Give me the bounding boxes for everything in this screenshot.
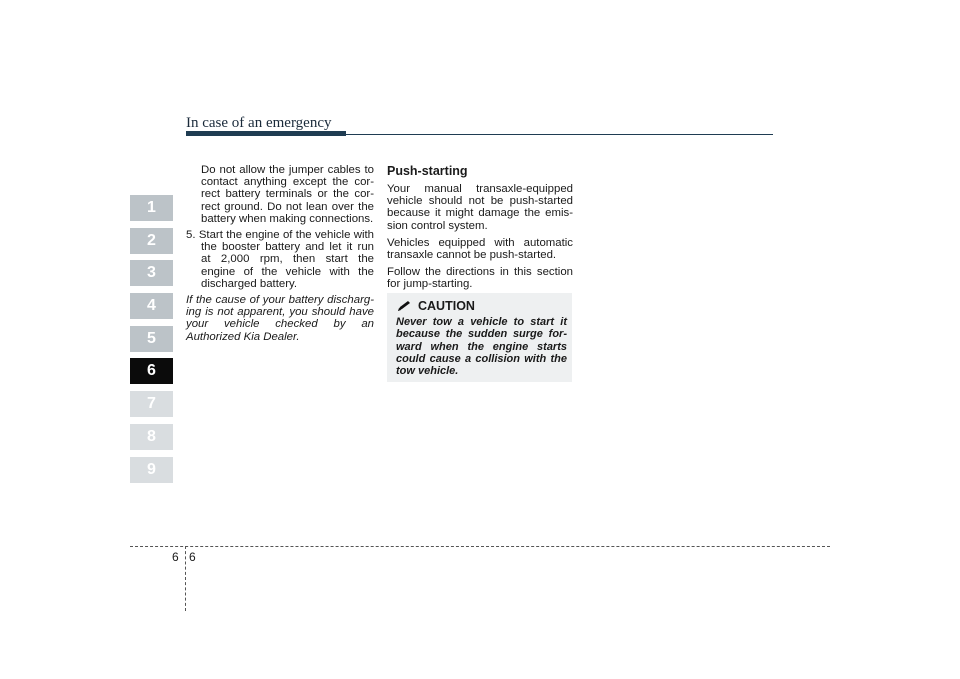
left-column (186, 164, 374, 343)
chapter-tab-8[interactable]: 8 (130, 424, 173, 450)
footer-rule (130, 546, 830, 547)
chapter-tab-6[interactable]: 6 (130, 358, 173, 384)
caution-text: Never tow a vehicle to start it because the sudden surge for-ward when the engine starts could cause a collision with the tow vehicle. (396, 316, 567, 378)
header-rule (346, 134, 773, 135)
chapter-tab-2[interactable]: 2 (130, 228, 173, 254)
header-accent-bar (186, 131, 346, 136)
caution-header (396, 299, 475, 313)
push-start-para-1: Your manual transaxle-equipped vehicle should not be push-started because it might damage the emis-sion control system. (387, 183, 573, 232)
page-number: 6 (189, 550, 196, 564)
jumper-cable-warning: Do not allow the jumper cables to contact anything except the cor-rect battery terminals or the cor-rect ground. Do not lean over the battery when making connections. (201, 164, 374, 225)
caution-title: CAUTION (418, 299, 475, 313)
push-start-para-3: Follow the directions in this section for jump-starting. (387, 266, 573, 291)
right-column (387, 164, 573, 296)
section-heading: Push-starting (387, 164, 468, 178)
chapter-tab-7[interactable]: 7 (130, 391, 173, 417)
chapter-tab-5[interactable]: 5 (130, 326, 173, 352)
page-chapter-number: 6 (172, 550, 179, 564)
chapter-tab-1[interactable]: 1 (130, 195, 173, 221)
push-start-para-2: Vehicles equipped with automatic transaxle cannot be push-started. (387, 236, 573, 262)
chapter-tab-3[interactable]: 3 (130, 260, 173, 286)
step-5: 5. Start the engine of the vehicle with the booster battery and let it run at 2,000 rpm, then start the engine of the vehicle with the discharged battery. (186, 229, 374, 290)
page-header-title: In case of an emergency (186, 115, 332, 131)
chapter-tab-9[interactable]: 9 (130, 457, 173, 483)
chapter-tabs (130, 195, 173, 489)
battery-note: If the cause of your battery discharg-ing is not apparent, you should have your vehicle checked by an Authorized Kia Dealer. (186, 294, 374, 343)
caution-pencil-icon (396, 300, 412, 312)
chapter-tab-4[interactable]: 4 (130, 293, 173, 319)
footer-divider (185, 546, 186, 611)
caution-box (387, 293, 572, 382)
